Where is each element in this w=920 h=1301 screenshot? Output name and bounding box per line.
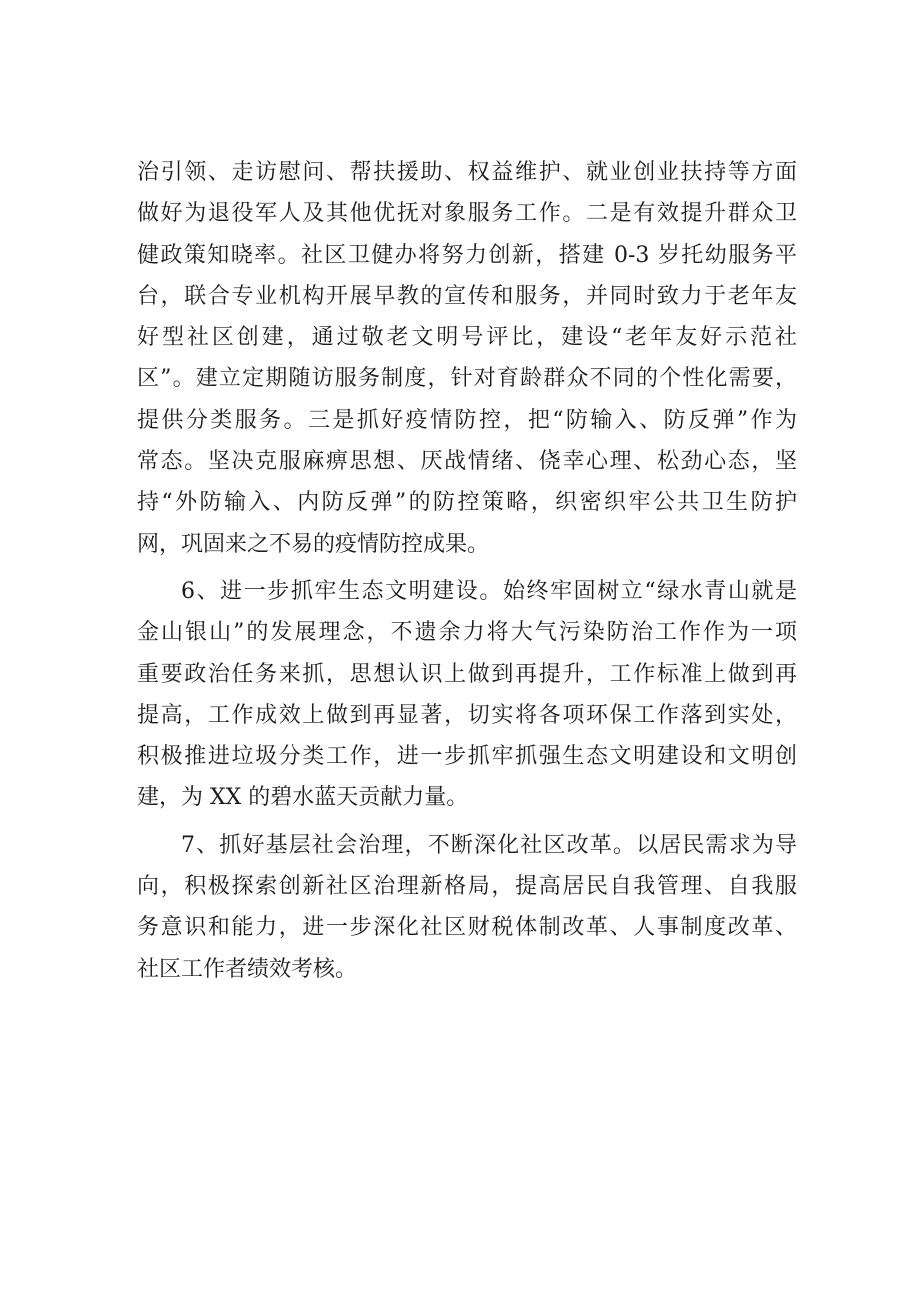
text-line: 积极推进垃圾分类工作，进一步抓牢抓强生态文明建设和文明创 (137, 744, 797, 770)
text-line: 提供分类服务。三是抓好疫情防控，把“防输入、防反弹”作为 (137, 407, 797, 433)
body-text (137, 152, 797, 990)
text-line: 持“外防输入、内防反弹”的防控策略，织密织牢公共卫生防护 (137, 490, 797, 516)
text-line: 网，巩固来之不易的疫情防控成果。 (137, 531, 490, 557)
text-line: 提高，工作成效上做到再显著，切实将各项环保工作落到实处， (137, 702, 797, 728)
text-line: 治引领、走访慰问、帮扶援助、权益维护、就业创业扶持等方面 (137, 160, 797, 185)
paragraph-7 (137, 825, 797, 990)
text-line: 社区工作者绩效考核。 (137, 956, 358, 982)
text-line: 务意识和能力，进一步深化社区财税体制改革、人事制度改革、 (137, 915, 797, 941)
text-line: 常态。坚决克服麻痹思想、厌战情绪、侥幸心理、松劲心态，坚 (137, 449, 797, 475)
text-line: 建，为 XX 的碧水蓝天贡献力量。 (137, 785, 469, 811)
text-line: 台，联合专业机构开展早教的宣传和服务，并同时致力于老年友 (137, 283, 797, 309)
text-line: 区”。建立定期随访服务制度，针对育龄群众不同的个性化需要， (137, 366, 797, 392)
text-line: 金山银山”的发展理念，不遗余力将大气污染防治工作作为一项 (137, 620, 797, 646)
text-line: 好型社区创建，通过敬老文明号评比，建设“老年友好示范社 (137, 325, 797, 351)
text-line: 向，积极探索创新社区治理新格局，提高居民自我管理、自我服 (137, 874, 797, 900)
text-line: 重要政治任务来抓，思想认识上做到再提升，工作标准上做到再 (137, 661, 797, 687)
paragraph-continued (137, 152, 797, 565)
text-line: 做好为退役军人及其他优抚对象服务工作。二是有效提升群众卫 (137, 201, 797, 227)
paragraph-6 (137, 571, 797, 819)
text-line: 健政策知晓率。社区卫健办将努力创新，搭建 0-3 岁托幼服务平 (137, 242, 797, 268)
text-line: 6、进一步抓牢生态文明建设。始终牢固树立“绿水青山就是 (181, 578, 797, 604)
text-line: 7、抓好基层社会治理，不断深化社区改革。以居民需求为导 (181, 832, 797, 858)
